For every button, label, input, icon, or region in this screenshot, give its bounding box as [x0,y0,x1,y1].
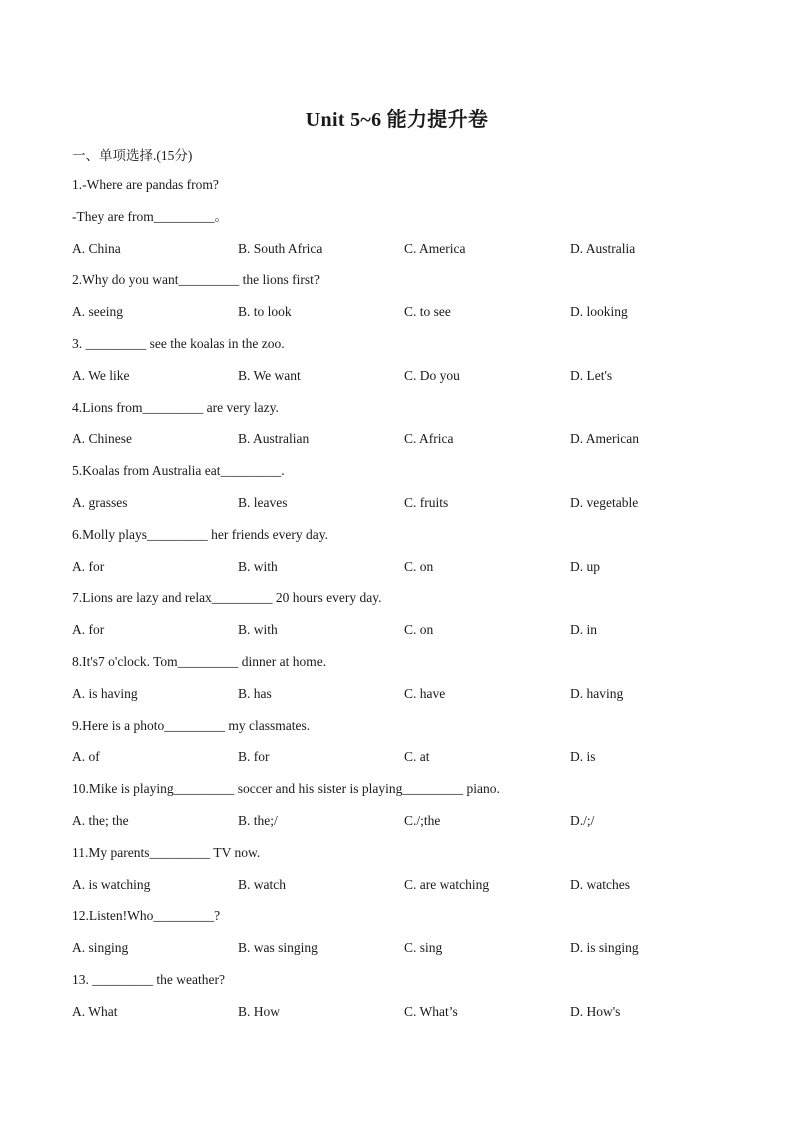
answer-option: D./;/ [570,812,595,828]
answer-option: D. How's [570,1003,621,1019]
answer-option: C. on [404,622,434,638]
answer-option: B. has [238,685,272,701]
answer-options [72,365,732,397]
answer-option: C. fruits [404,494,449,510]
answer-option: D. looking [570,304,628,320]
answer-option: A. singing [72,940,129,956]
answer-option: B. We want [238,367,301,383]
answer-options [72,746,732,778]
answer-option: C. Africa [404,431,454,447]
answer-option: A. for [72,558,105,574]
question-text: 10.Mike is playing_________ soccer and his sister is playing_________ piano. [72,781,500,797]
answer-option: C./;the [404,812,441,828]
answer-option: B. Australian [238,431,310,447]
answer-option: C. at [404,749,430,765]
answer-option: C. What’s [404,1003,458,1019]
question-text: 4.Lions from_________ are very lazy. [72,399,279,415]
answer-option: D. in [570,622,597,638]
question-text: 3. _________ see the koalas in the zoo. [72,335,285,351]
question-text: -They are from_________。 [72,208,228,224]
answer-option: D. is singing [570,940,639,956]
answer-option: A. is watching [72,876,151,892]
answer-option: B. with [238,558,278,574]
section-heading: 一、单项选择.(15分) [72,148,193,163]
answer-option: A. We like [72,367,130,383]
answer-option: C. have [404,685,446,701]
answer-option: C. Do you [404,367,460,383]
answer-option: A. Chinese [72,431,132,447]
answer-option: A. the; the [72,812,129,828]
question-text: 5.Koalas from Australia eat_________. [72,463,285,479]
answer-option: B. for [238,749,270,765]
answer-option: B. to look [238,304,292,320]
answer-option: C. on [404,558,434,574]
question-list [72,174,732,1033]
answer-option: C. are watching [404,876,490,892]
answer-options [72,683,732,715]
question-text: 7.Lions are lazy and relax_________ 20 hours every day. [72,590,382,606]
answer-option: A. What [72,1003,118,1019]
answer-option: C. to see [404,304,451,320]
question-text: 11.My parents_________ TV now. [72,844,261,860]
answer-options [72,810,732,842]
answer-option: A. China [72,240,121,256]
answer-option: A. grasses [72,494,128,510]
answer-option: D. Let's [570,367,613,383]
answer-option: B. with [238,622,278,638]
answer-option: D. watches [570,876,630,892]
answer-options [72,937,732,969]
answer-option: D. is [570,749,596,765]
question-text: 2.Why do you want_________ the lions first? [72,272,320,288]
answer-option: D. American [570,431,639,447]
question-text: 13. _________ the weather? [72,971,225,987]
page-title: Unit 5~6 能力提升卷 [305,109,489,131]
answer-options [72,556,732,588]
question-text: 1.-Where are pandas from? [72,177,219,192]
answer-option: B. the;/ [238,812,278,828]
answer-option: A. is having [72,685,138,701]
answer-option: B. leaves [238,494,288,510]
answer-option: A. seeing [72,304,123,320]
answer-options [72,874,732,906]
answer-option: B. was singing [238,940,318,956]
answer-option: B. watch [238,876,286,892]
question-text: 8.It's7 o'clock. Tom_________ dinner at home. [72,653,327,669]
answer-option: C. sing [404,940,443,956]
answer-options [72,238,732,270]
answer-option: C. America [404,240,466,256]
answer-option: A. for [72,622,105,638]
answer-options [72,301,732,333]
answer-options [72,428,732,460]
answer-option: D. vegetable [570,494,639,510]
answer-option: B. South Africa [238,240,323,256]
question-text: 6.Molly plays_________ her friends every day. [72,526,328,542]
answer-options [72,492,732,524]
answer-options [72,619,732,651]
answer-option: D. Australia [570,240,636,256]
answer-options [72,1001,732,1033]
question-text: 12.Listen!Who_________? [72,908,221,924]
question-text: 9.Here is a photo_________ my classmates. [72,717,311,733]
answer-option: D. up [570,558,600,574]
answer-option: D. having [570,685,624,701]
answer-option: A. of [72,749,100,765]
answer-option: B. How [238,1003,281,1019]
